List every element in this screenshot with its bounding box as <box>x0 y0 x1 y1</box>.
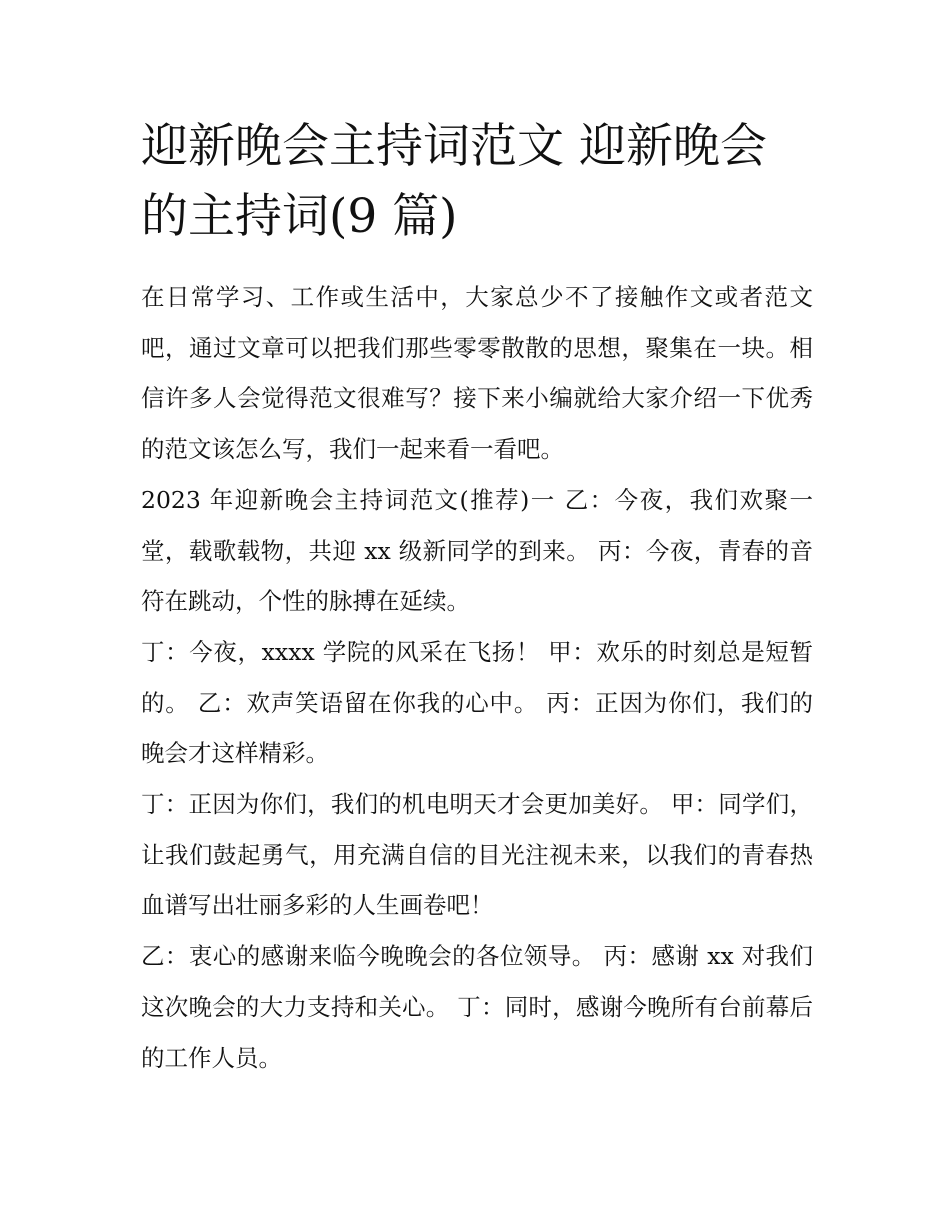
paragraph-dialogue-2: 丁：正因为你们，我们的机电明天才会更加美好。 甲：同学们，让我们鼓起勇气，用充满自信的目光注视未来，以我们的青春热血谱写出壮丽多彩的人生画卷吧！ <box>141 790 813 920</box>
paragraph-intro: 在日常学习、工作或生活中，大家总少不了接触作文或者范文吧，通过文章可以把我们那些零零散散的思想，聚集在一块。相信许多人会觉得范文很难写？接下来小编就给大家介绍一下优秀的范文该怎么写，我们一起来看一看吧。 <box>141 283 813 464</box>
paragraph-thanks: 乙：衷心的感谢来临今晚晚会的各位领导。 丙：感谢 xx 对我们这次晚会的大力支持和关心。 丁：同时，感谢今晚所有台前幕后的工作人员。 <box>141 942 813 1072</box>
document-body <box>141 112 813 1083</box>
paragraph-dialogue-1: 丁：今夜，xxxx 学院的风采在飞扬！ 甲：欢乐的时刻总是短暂的。 乙：欢声笑语留在你我的心中。 丙：正因为你们，我们的晚会才这样精彩。 <box>141 637 813 768</box>
paragraph-opening: 2023 年迎新晚会主持词范文(推荐)一 乙：今夜，我们欢聚一堂，载歌载物，共迎 xx 级新同学的到来。 丙：今夜，青春的音符在跳动，个性的脉搏在延续。 <box>141 485 813 616</box>
document-title: 迎新晚会主持词范文 迎新晚会的主持词(9 篇) <box>141 119 767 244</box>
